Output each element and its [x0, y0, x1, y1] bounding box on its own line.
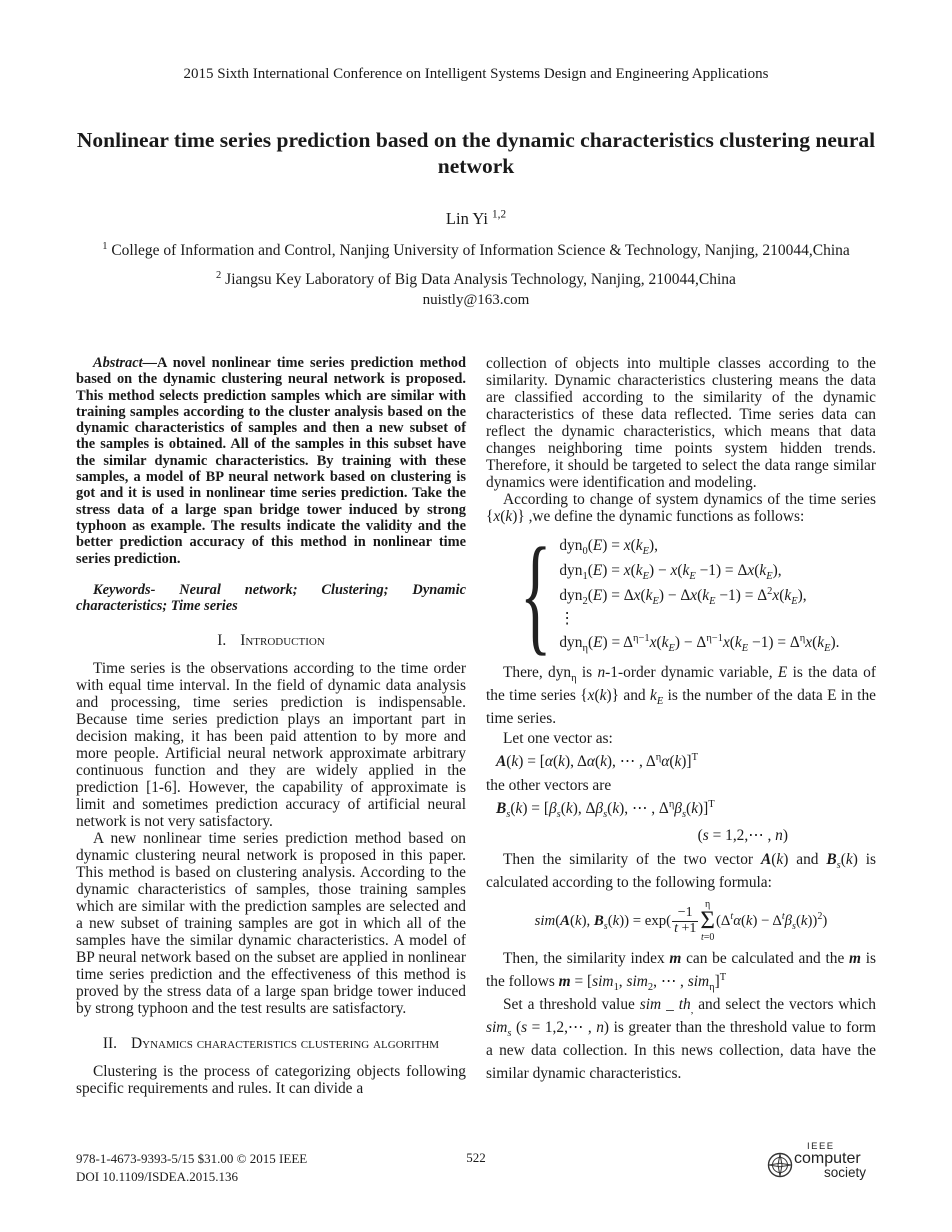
vector-B-equation: $B_s(k) = [\beta_s(k)$, $\Delta\beta_s(k)$, ⋯ , $\Delta^\eta\beta_s(k)]^T$ [496, 798, 715, 821]
keywords-label: Keywords- [93, 581, 156, 598]
section-2-paragraph-2: collection of objects into multiple classes according to the similarity. Dynamic characteristics clustering means the data are classified according to the similarity of the dynamic characteristics of these data reflected. Time series data can reflect the dynamic characteristics, which means that data changes neighboring time points system hidden trends. Therefore, it should be targeted to select the data range similar dynamics were identification and modeling. [486, 355, 876, 491]
similarity-formula-rhs: $(\Delta^t\alpha(k) - \Delta^t\beta_s(k))^2$) [715, 910, 828, 932]
page-number: 522 [466, 1150, 486, 1165]
paper-title: Nonlinear time series prediction based on the dynamic characteristics clustering neural network [76, 128, 876, 178]
formula-sigma [700, 900, 715, 943]
affiliation-2-text: Jiangsu Key Laboratory of Big Data Analysis Technology, Nanjing, 210044,China [225, 271, 736, 288]
equation-vdots: ⋮ [559, 610, 575, 628]
author-email: nuistly@163.com [422, 292, 530, 308]
keywords [76, 582, 466, 615]
affiliation-1-text: College of Information and Control, Nanjing University of Information Science & Technology, Nanjing, 210044,China [111, 242, 850, 259]
section-1-paragraph-2: A new nonlinear time series prediction method based on dynamic clustering neural network is proposed in this paper. This method is based on clustering analysis. According to the dynamic characteristics of samples, those training samples which are similar with the prediction samples are selected and a new subset of training samples are got in which all of the samples have the similar dynamic characteristics. A model of BP neural network based on the subset are applied in nonlinear time series prediction and the effectiveness of this method is proved by the stress data of a large span bridge tower induced by strong typhoon and the test results are satisfactory. [76, 830, 466, 1018]
ieee-emblem-icon [767, 1152, 793, 1181]
section-2-paragraph-4: There, dyn$_\eta$ is n-1-order dynamic variable, E is the data of the time series {x(k)} and $k_E$ is the number of the data E in the time series. [486, 664, 876, 727]
copyright-line-1: 978-1-4673-9393-5/15 $31.00 © 2015 IEEE [76, 1151, 308, 1166]
equation-brace: { [519, 520, 552, 667]
section-2-heading [76, 1034, 466, 1054]
abstract-label: Abstract— [93, 355, 157, 371]
page-footer [76, 1138, 876, 1198]
section-1-paragraph-1: Time series is the observations according to the time order with equal time interval. In the field of dynamic data analysis and processing, time series prediction is indispensable. Because time series prediction plays an important part in decision making, it has been paid attention to by more and more people. Artificial neural network approximate arbitrary continuous function and they are widely applied in the prediction [1-6]. However, the capability of approximate is limit and sometimes prediction accuracy of artificial neural network is not very satisfactory. [76, 660, 466, 831]
author-superscript: 1,2 [492, 208, 507, 221]
equation-lines [559, 533, 839, 656]
section-2-paragraph-3: According to change of system dynamics of the time series {x(k)} ,we define the dynamic functions as follows: [486, 491, 876, 525]
section-2-paragraph-7: Then the similarity of the two vector A(k) and $B_s(k)$ is calculated according to the following formula: [486, 851, 877, 891]
dynamic-functions-equation-system [504, 520, 876, 667]
logo-society-label: society [823, 1165, 866, 1180]
equation-dyn1: $dyn_1(E) = x(k_E) - x(k_E -1) = \Delta x(k_E)$, [559, 561, 782, 582]
ieee-computer-society-logo [767, 1140, 866, 1181]
author-name: Lin Yi [445, 209, 488, 228]
abstract [76, 355, 466, 567]
left-column [76, 355, 466, 1097]
section-2-paragraph-5: Let one vector as: [503, 730, 613, 747]
affiliation-2 [0, 271, 952, 289]
section-2-paragraph-1: Clustering is the process of categorizing objects following specific requirements and rules. It can divide a [76, 1063, 466, 1098]
fraction-denominator: t +1 [674, 920, 697, 936]
affiliation-1 [0, 242, 952, 260]
section-2-title: Dynamics characteristics clustering algorithm [131, 1035, 440, 1053]
logo-ieee-label: IEEE [806, 1140, 835, 1152]
sigma-lower-limit: t=0 [700, 931, 715, 943]
similarity-formula [486, 900, 876, 943]
keywords-text: Neural network; Clustering; Dynamic characteristics; Time series [76, 581, 466, 615]
conference-header: 2015 Sixth International Conference on Intelligent Systems Design and Engineering Applications [183, 66, 769, 82]
sigma-symbol: Σ [700, 907, 715, 934]
affiliation-2-superscript: 2 [216, 269, 222, 281]
author [0, 209, 952, 229]
logo-computer-label: computer [793, 1150, 861, 1167]
similarity-formula-lhs: sim(A(k), $B_s(k)) = \exp$( [534, 912, 672, 932]
equation-dyn0: $dyn_0(E) = x(k_E)$, [559, 536, 658, 557]
vector-A-equation: A(k) = [α(k), Δα(k), ⋯ , $\Delta^\eta\alpha(k)]^T$ [496, 751, 698, 770]
body-columns [0, 355, 952, 1097]
fraction-numerator: −1 [677, 905, 693, 921]
equation-dyn-eta: $dyn_\eta(E) = \Delta^{\eta-1}x(k_E) - \Delta^{\eta-1}x(k_E -1) = \Delta^\eta x(k_E)$. [559, 633, 840, 655]
section-2-paragraph-6: the other vectors are [486, 777, 612, 794]
sigma-upper-limit: η [705, 899, 711, 910]
section-1-heading [76, 631, 466, 651]
abstract-text: A novel nonlinear time series prediction method based on the dynamic clustering neural network is proposed. This method selects prediction samples which are similar with training samples according to the cluster analysis based on the dynamic characteristics of samples and then a new subset of the samples is obtained. All of the samples in this subset have the similar dynamic characteristics. By training with these samples, a model of BP neural network based on clustering is got and it is used in nonlinear time series prediction. Take the stress data of a large span bridge tower induced by strong typhoon as example. The results indicate the validity and the better prediction accuracy of this method in nonlinear time series prediction. [76, 355, 466, 567]
section-1-title: Introduction [240, 632, 325, 650]
ieee-logo-text [794, 1142, 866, 1180]
formula-fraction [672, 906, 698, 936]
doi-line: DOI 10.1109/ISDEA.2015.136 [76, 1169, 239, 1184]
section-2-paragraph-9: Set a threshold value sim _ $th_,$ and select the vectors which sim$_s$ (s = 1,2,⋯ , n) is greater than the threshold value to form a new data collection. In this news collection, data have the similar dynamic characteristics. [486, 995, 877, 1082]
section-1-number: I. [217, 632, 227, 650]
affiliation-1-superscript: 1 [102, 240, 108, 252]
section-2-paragraph-8: Then, the similarity index m can be calculated and the m is the follows m = [sim$_1$, sim$_2$, ⋯ , sim$_\eta$]$^T$ [486, 949, 876, 993]
section-2-number: II. [102, 1035, 118, 1053]
vector-B-range: (s = 1,2,⋯ , n) [697, 827, 788, 844]
equation-dyn2: $dyn_2(E) = \Delta x(k_E) - \Delta x(k_E -1) = \Delta^2x(k_E)$, [559, 585, 807, 608]
right-column [486, 355, 876, 1097]
